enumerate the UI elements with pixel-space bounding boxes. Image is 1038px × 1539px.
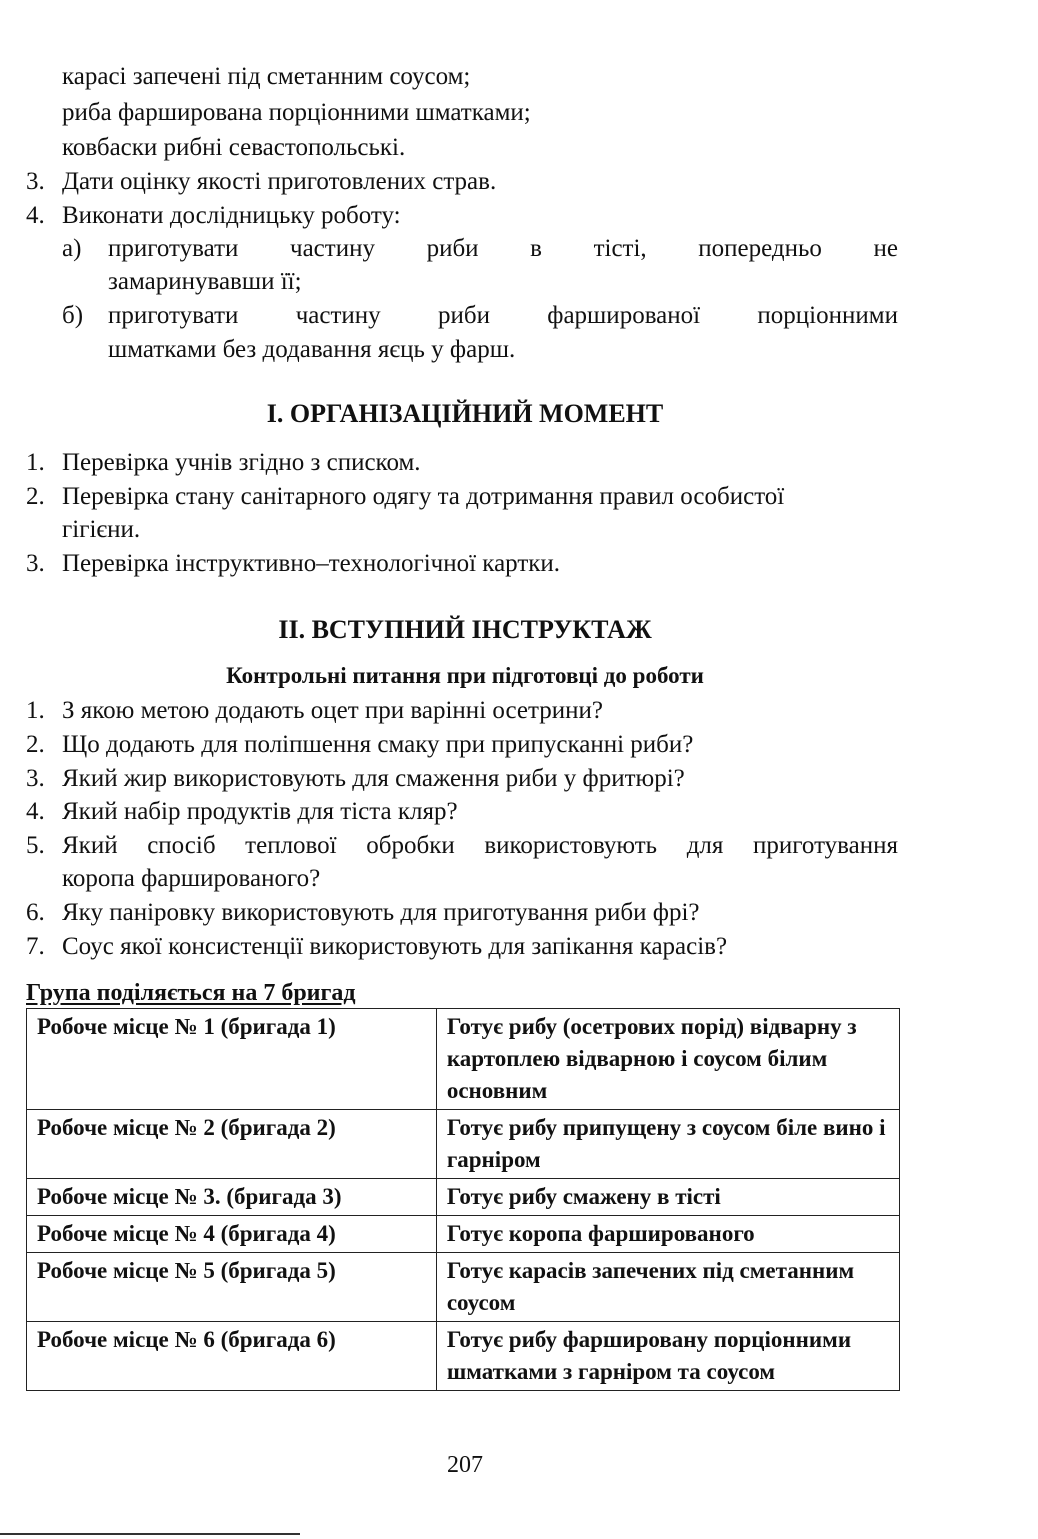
- word: теплової: [245, 832, 337, 859]
- section-heading: ІІ. ВСТУПНИЙ ІНСТРУКТАЖ: [278, 615, 652, 644]
- task-cell: Готує рибу фаршировану порціонними шматками з гарніром та соусом: [436, 1322, 899, 1391]
- word: для: [686, 832, 724, 859]
- list-item-text: Виконати дослідницьку роботу:: [62, 202, 401, 229]
- intro-line: риба фарширована порціонними шматками;: [62, 99, 531, 126]
- list-number: 6.: [26, 899, 45, 926]
- word: тісті,: [593, 235, 647, 262]
- list-number: 5.: [26, 832, 45, 859]
- section-subheading: Контрольні питання при підготовці до роботи: [226, 663, 704, 688]
- workplace-cell: Робоче місце № 6 (бригада 6): [27, 1322, 437, 1391]
- list-number: 4.: [26, 798, 45, 825]
- question-text: Соус якої консистенції використовують для запікання карасів?: [62, 933, 728, 960]
- intro-line: карасі запечені під сметанним соусом;: [62, 63, 471, 90]
- word: спосіб: [147, 832, 216, 859]
- list-number: 1.: [26, 449, 45, 476]
- list-number: 3.: [26, 765, 45, 792]
- table-row: [27, 1009, 900, 1110]
- word: риби: [437, 302, 490, 329]
- list-number: 3.: [26, 168, 45, 195]
- list-number: 2.: [26, 483, 45, 510]
- task-cell: Готує рибу (осетрових порід) відварну з картоплею відварною і соусом білим основним: [436, 1009, 899, 1110]
- list-item-text: Перевірка інструктивно–технологічної картки.: [62, 550, 561, 577]
- table-row: [27, 1110, 900, 1179]
- word: частину: [295, 302, 381, 329]
- sublist-a-line2: замаринувавши її;: [108, 268, 302, 295]
- list-number: 4.: [26, 202, 45, 229]
- bottom-rule: [0, 1533, 300, 1535]
- question-text-line1: [62, 829, 898, 863]
- question-text: З якою метою додають оцет при варінні осетрини?: [62, 697, 603, 724]
- sublist-b-line1: [108, 299, 898, 333]
- question-text: Який жир використовують для смаження риби у фритюрі?: [62, 765, 685, 792]
- list-item-text: Перевірка учнів згідно з списком.: [62, 449, 421, 476]
- task-cell: Готує карасів запечених під сметанним соусом: [436, 1253, 899, 1322]
- word: приготування: [753, 832, 898, 859]
- word: використовують: [484, 832, 658, 859]
- table-row: [27, 1179, 900, 1216]
- sublist-a-line1: [108, 232, 898, 266]
- list-item-continuation: гігієни.: [62, 516, 141, 543]
- list-number: 7.: [26, 933, 45, 960]
- question-text: Який набір продуктів для тіста кляр?: [62, 798, 458, 825]
- table-row: [27, 1216, 900, 1253]
- workplace-cell: Робоче місце № 5 (бригада 5): [27, 1253, 437, 1322]
- list-item-text: Дати оцінку якості приготовлених страв.: [62, 168, 497, 195]
- workplace-cell: Робоче місце № 2 (бригада 2): [27, 1110, 437, 1179]
- sublist-b-line2: шматками без додавання яєць у фарш.: [108, 336, 516, 363]
- intro-line: ковбаски рибні севастопольські.: [62, 134, 406, 161]
- word: риби: [426, 235, 479, 262]
- table-row: [27, 1322, 900, 1391]
- question-continuation: коропа фаршированого?: [62, 865, 321, 892]
- workplace-cell: Робоче місце № 3. (бригада 3): [27, 1179, 437, 1216]
- list-number: 2.: [26, 731, 45, 758]
- list-number: 3.: [26, 550, 45, 577]
- word: приготувати: [108, 235, 239, 262]
- task-cell: Готує рибу припущену з соусом біле вино і гарніром: [436, 1110, 899, 1179]
- brigade-table: [26, 1008, 900, 1391]
- task-cell: Готує рибу смажену в тісті: [436, 1179, 899, 1216]
- word: частину: [290, 235, 375, 262]
- word: не: [873, 235, 898, 262]
- sublist-marker: б): [62, 302, 84, 329]
- word: Який: [62, 832, 118, 859]
- word: фаршированої: [547, 302, 701, 329]
- workplace-cell: Робоче місце № 1 (бригада 1): [27, 1009, 437, 1110]
- question-text: Що додають для поліпшення смаку при припусканні риби?: [62, 731, 694, 758]
- task-cell: Готує коропа фаршированого: [436, 1216, 899, 1253]
- word: обробки: [366, 832, 455, 859]
- word: приготувати: [108, 302, 239, 329]
- section-heading: І. ОРГАНІЗАЦІЙНИЙ МОМЕНТ: [266, 399, 664, 428]
- table-row: [27, 1253, 900, 1322]
- sublist-marker: а): [62, 235, 82, 262]
- word: в: [530, 235, 542, 262]
- word: порціонними: [757, 302, 898, 329]
- question-text: Яку паніровку використовують для приготування риби фрі?: [62, 899, 700, 926]
- list-item-text: Перевірка стану санітарного одягу та дотримання правил особистої: [62, 483, 785, 510]
- word: попередньо: [698, 235, 822, 262]
- list-number: 1.: [26, 697, 45, 724]
- page-number: 207: [447, 1452, 483, 1478]
- group-title: Група поділяється на 7 бригад: [26, 980, 356, 1006]
- workplace-cell: Робоче місце № 4 (бригада 4): [27, 1216, 437, 1253]
